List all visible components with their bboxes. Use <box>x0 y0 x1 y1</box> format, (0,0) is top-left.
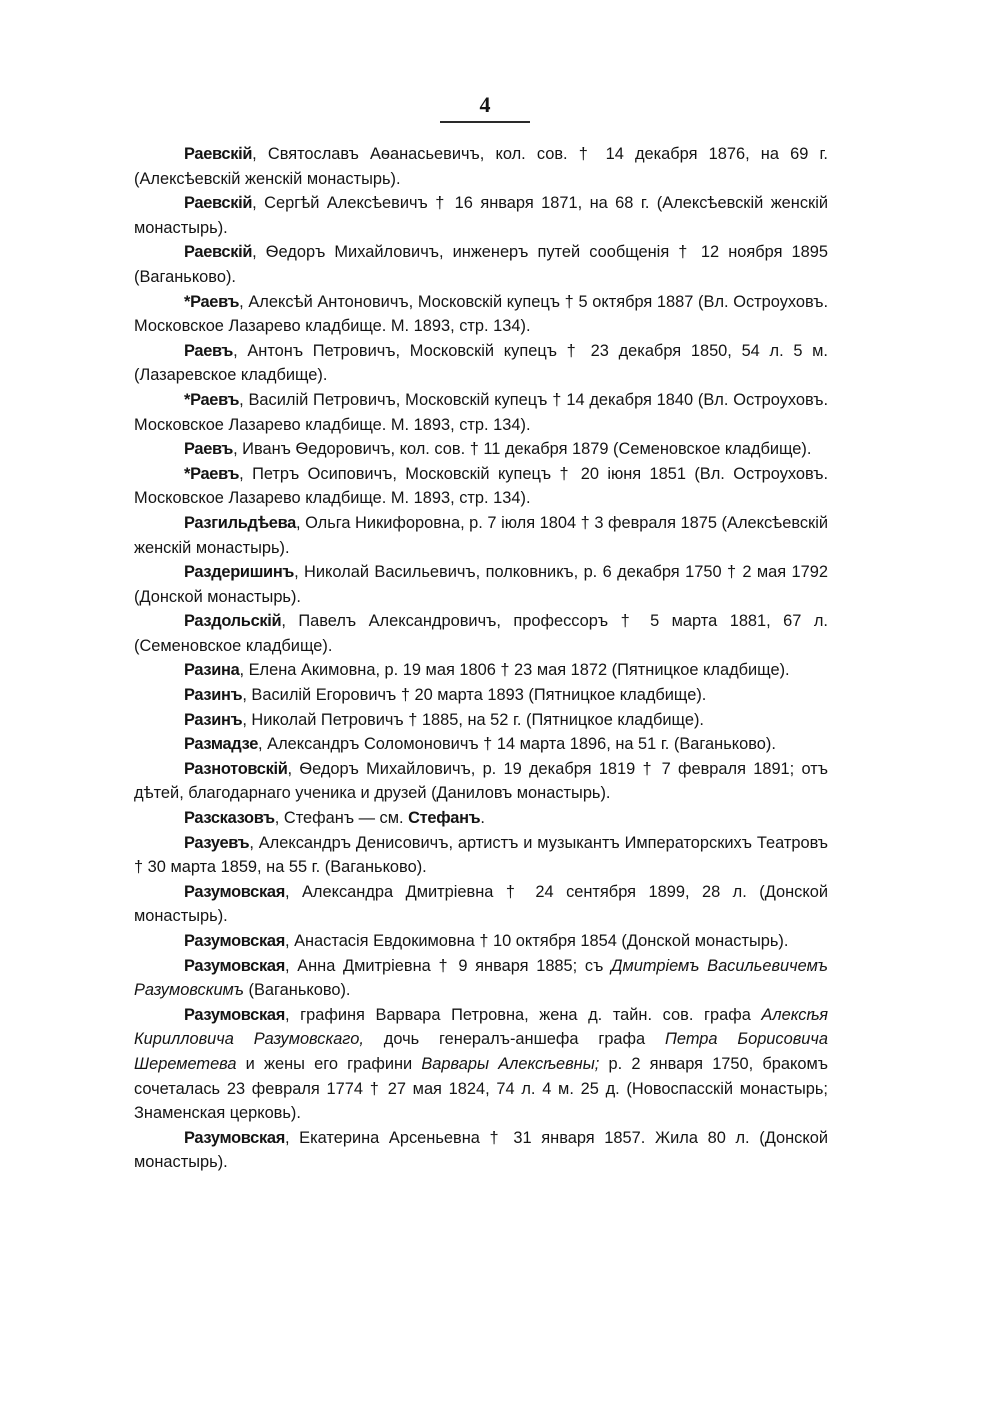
entry-text: , Василій Егоровичъ † 20 марта 1893 (Пятницкое кладбище). <box>242 686 707 705</box>
entry <box>134 437 828 462</box>
entry <box>134 806 828 831</box>
entry-text: , Алексѣй Антоновичъ, Московскій купецъ † 5 октября 1887 (Вл. Остроуховъ. Московское Лазарево кладбище. М. 1893, стр. 134). <box>134 292 828 336</box>
entry-surname: Разгильдѣева <box>184 513 296 532</box>
entry-text: , Николай Петровичъ † 1885, на 52 г. (Пятницкое кладбище). <box>242 710 704 729</box>
entry-surname: *Раевъ <box>184 390 240 409</box>
entry <box>134 191 828 240</box>
entry-surname: *Раевъ <box>184 292 240 311</box>
entry-text: , Ольга Никифоровна, р. 7 іюля 1804 † 3 февраля 1875 (Алексѣевскій женскій монастырь). <box>134 513 829 557</box>
entry-surname: Размадзе <box>184 735 259 754</box>
entry-text: , Антонъ Петровичъ, Московскій купецъ † 23 декабря 1850, 54 л. 5 м. (Лазаревское кладбище). <box>134 341 828 385</box>
entry <box>134 880 828 929</box>
page-number-rule <box>440 121 530 123</box>
entry-surname: Разумовская <box>184 1128 285 1147</box>
entry <box>134 1126 828 1175</box>
entry-surname: *Раевъ <box>184 464 240 483</box>
entry-text: и жены его графини <box>236 1054 422 1073</box>
entry-text: , Александръ Соломоновичъ † 14 марта 1896, на 51 г. (Ваганьково). <box>258 735 776 754</box>
entry-text: (Ваганьково). <box>243 981 351 1000</box>
entry <box>134 240 828 289</box>
entry-text: , Ѳедоръ Михайловичъ, инженеръ путей сообщенія † 12 ноября 1895 (Ваганьково). <box>134 243 828 286</box>
entry-surname: Разумовская <box>184 956 285 975</box>
entry-text: , Василій Петровичъ, Московскій купецъ † 14 декабря 1840 (Вл. Остроуховъ. Московское Лазарево кладбище. М. 1893, стр. 134). <box>134 390 828 434</box>
entry <box>134 929 828 954</box>
entry <box>134 290 828 339</box>
entry <box>134 708 828 733</box>
cross-reference-name: Стефанъ <box>408 809 481 828</box>
entry-surname: Раевскій <box>184 243 253 262</box>
entry-text: , Сергѣй Алексѣевичъ † 16 января 1871, на 68 г. (Алексѣевскій женскій монастырь). <box>134 194 828 237</box>
entry-surname: Разумовская <box>184 932 285 950</box>
entry <box>134 388 828 437</box>
entry-italic-name: Варвары Алексѣевны; <box>421 1054 600 1073</box>
entry-surname: Разинъ <box>184 686 243 705</box>
entry <box>134 142 828 191</box>
entry <box>134 511 828 560</box>
entry-surname: Раевъ <box>184 440 234 459</box>
entry-surname: Разумовская <box>184 882 285 901</box>
entry <box>134 831 828 880</box>
entry-surname: Раздеришинъ <box>184 563 295 582</box>
entry-surname: Разнотовскій <box>184 759 288 778</box>
entry-text: , Святославъ Аѳанасьевичъ, кол. сов. † 14 декабря 1876, на 69 г. (Алексѣевскій женскій монастырь). <box>134 145 828 188</box>
entry-text: . <box>480 809 485 828</box>
entry-text: , Анастасія Евдокимовна † 10 октября 1854 (Донской монастырь). <box>284 932 789 950</box>
entry-italic-name: Дмитріемъ Васильевичемъ Разумовскимъ <box>134 956 828 1000</box>
entry <box>134 658 828 683</box>
entry-text: , Анна Дмитріевна † 9 января 1885; съ <box>284 956 611 975</box>
entry <box>134 462 828 511</box>
entry-text: , Александра Дмитріевна † 24 сентября 1899, 28 л. (Донской монастырь). <box>134 882 828 926</box>
entry <box>134 732 828 757</box>
entry-text: , Ѳедоръ Михайловичъ, р. 19 декабря 1819 † 7 февраля 1891; отъ дѣтей, благодарнаго ученика и друзей (Даниловъ монастырь). <box>134 759 828 803</box>
entry <box>134 339 828 388</box>
entry <box>134 954 828 1003</box>
entry-list <box>134 142 828 1175</box>
entry-surname: Разумовская <box>184 1005 285 1024</box>
entry-surname: Разинъ <box>184 710 243 729</box>
entry-surname: Раевъ <box>184 341 234 360</box>
page-number: 4 <box>479 92 491 117</box>
entry <box>134 683 828 708</box>
entry-italic-name: Петра Борисовича Шереметева <box>134 1030 829 1073</box>
entry-text: р. 2 января 1750, бракомъ сочеталась 23 февраля 1774 † 27 мая 1824, 74 л. 4 м. 25 д. (Новоспасскій монастырь; Знаменская церковь). <box>134 1054 828 1123</box>
entry-surname: Раевскій <box>184 145 253 163</box>
entry-surname: Разина <box>184 661 240 680</box>
entry-text: дочь генералъ-аншефа графа <box>363 1030 666 1049</box>
entry-surname: Раздольскій <box>184 612 282 631</box>
entry-text: , Николай Васильевичъ, полковникъ, р. 6 декабря 1750 † 2 мая 1792 (Донской монастырь). <box>134 563 828 606</box>
entry-text: , Иванъ Ѳедоровичъ, кол. сов. † 11 декабря 1879 (Семеновское кладбище). <box>233 440 812 459</box>
entry-surname: Разуевъ <box>184 833 250 852</box>
entry-text: , Стефанъ — см. <box>274 809 409 828</box>
entry-text: , Павелъ Александровичъ, профессоръ † 5 марта 1881, 67 л. (Семеновское кладбище). <box>134 612 828 655</box>
entry-text: , графиня Варвара Петровна, жена д. тайн. сов. графа <box>284 1005 762 1024</box>
entry-text: , Екатерина Арсеньевна † 31 января 1857. Жила 80 л. (Донской монастырь). <box>134 1128 828 1172</box>
entry-surname: Раевскій <box>184 194 253 213</box>
entry-text: , Петръ Осиповичъ, Московскій купецъ † 20 іюня 1851 (Вл. Остроуховъ. Московское Лазарево кладбище. М. 1893, стр. 134). <box>134 464 828 508</box>
entry-text: , Александръ Денисовичъ, артистъ и музыкантъ Императорскихъ Театровъ † 30 марта 1859, на 55 г. (Ваганьково). <box>134 833 828 877</box>
entry-surname: Разсказовъ <box>184 809 275 828</box>
entry <box>134 1003 828 1126</box>
entry <box>134 757 828 806</box>
entry <box>134 609 828 658</box>
entry-text: , Елена Акимовна, р. 19 мая 1806 † 23 мая 1872 (Пятницкое кладбище). <box>239 661 790 680</box>
entry-italic-name: Алексѣя Кирилловича Разумовскаго, <box>134 1005 828 1049</box>
entry <box>134 560 828 609</box>
